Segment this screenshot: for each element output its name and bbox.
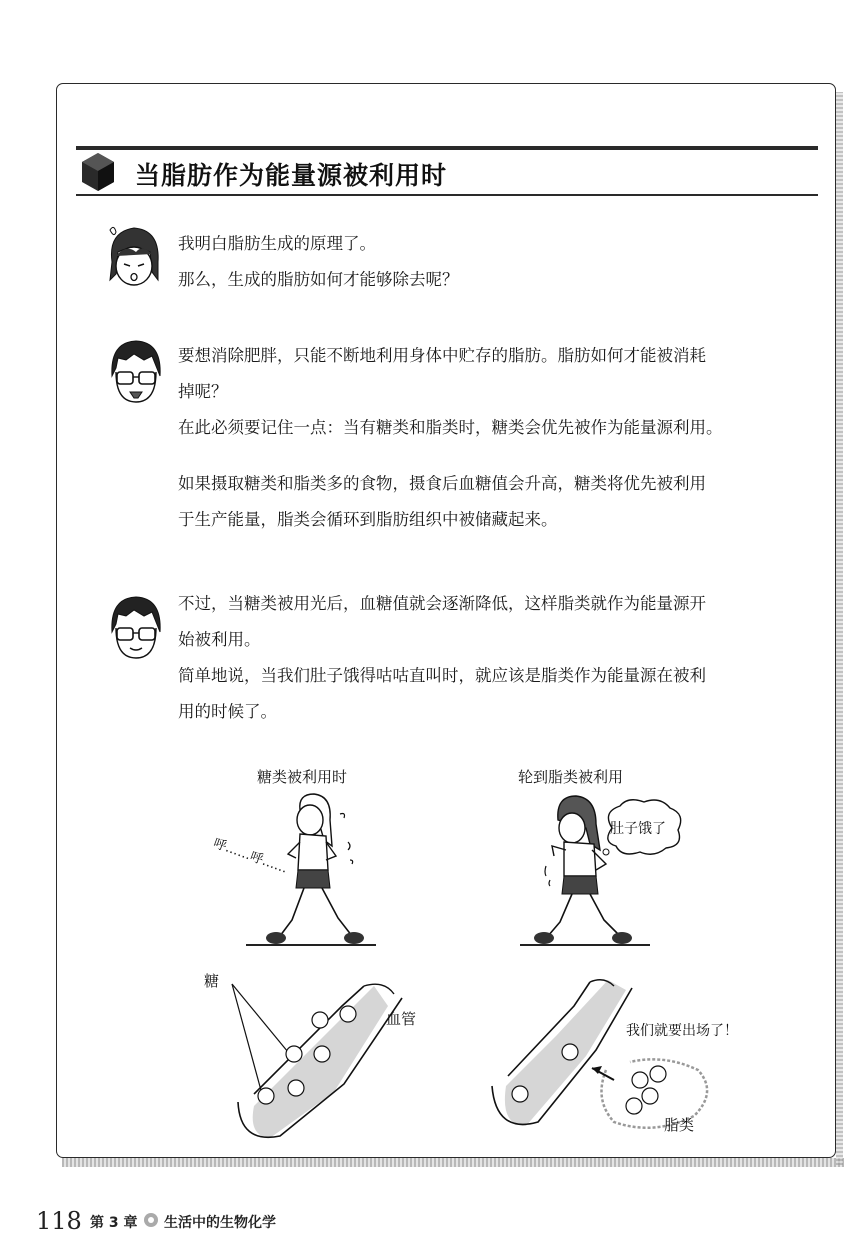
- dialogue-teacher-answer-3: [178, 586, 818, 730]
- text-line: 在此必须要记住一点：当有糖类和脂类时，糖类会优先被作为能量源利用。: [178, 418, 723, 437]
- panel-shadow-right: [836, 92, 843, 1165]
- text-line: 不过，当糖类被用光后，血糖值就会逐渐降低，这样脂类就作为能量源开: [178, 594, 706, 613]
- text-line: 于生产能量，脂类会循环到脂肪组织中被储藏起来。: [178, 510, 558, 529]
- fat-label: 脂类: [664, 1116, 695, 1134]
- title-rule-bottom: [76, 194, 818, 196]
- text-line: 我明白脂肪生成的原理了。: [178, 234, 376, 253]
- chapter-flower-icon: [143, 1212, 159, 1228]
- teacher-avatar: [104, 336, 168, 406]
- section-hexagon-icon: [80, 152, 116, 192]
- title-rule-top: [76, 146, 818, 150]
- teacher-avatar-2: [104, 592, 168, 662]
- walking-girl-left: [240, 790, 380, 950]
- chapter-topic: 生活中的生物化学: [164, 1215, 276, 1231]
- breath-text: 呼……呼……: [211, 835, 290, 877]
- text-line: 要想消除肥胖，只能不断地利用身体中贮存的脂肪。脂肪如何才能被消耗: [178, 346, 706, 365]
- sugar-blood-vessel: [224, 976, 417, 1146]
- sugar-label: 糖: [204, 972, 220, 990]
- text-line: 那么，生成的脂肪如何才能够除去呢？: [178, 270, 459, 289]
- dialogue-girl-question: [178, 226, 818, 298]
- section-title: 当脂肪作为能量源被利用时: [135, 161, 448, 190]
- dialogue-teacher-answer-1: [178, 338, 818, 446]
- panel-shadow-bottom: [62, 1158, 844, 1167]
- left-caption: 糖类被利用时: [257, 768, 348, 786]
- text-line: 用的时候了。: [178, 702, 277, 721]
- girl-avatar: [102, 222, 166, 292]
- vessel-label: 血管: [386, 1010, 417, 1028]
- right-caption: 轮到脂类被利用: [518, 768, 624, 786]
- fat-cluster: [584, 1040, 724, 1140]
- text-line: 始被利用。: [178, 630, 261, 649]
- text-line: 简单地说，当我们肚子饿得咕咕直叫时，就应该是脂类作为能量源在被利: [178, 666, 706, 685]
- chapter-label: 第 3 章: [90, 1215, 138, 1231]
- dialogue-teacher-answer-2: [178, 466, 818, 538]
- fat-speech: 我们就要出场了！: [626, 1023, 738, 1039]
- page-number: 118: [36, 1207, 82, 1235]
- text-line: 如果摄取糖类和脂类多的食物，摄食后血糖值会升高，糖类将优先被利用: [178, 474, 706, 493]
- text-line: 掉呢？: [178, 382, 228, 401]
- thought-bubble-text: 肚子饿了: [610, 821, 666, 837]
